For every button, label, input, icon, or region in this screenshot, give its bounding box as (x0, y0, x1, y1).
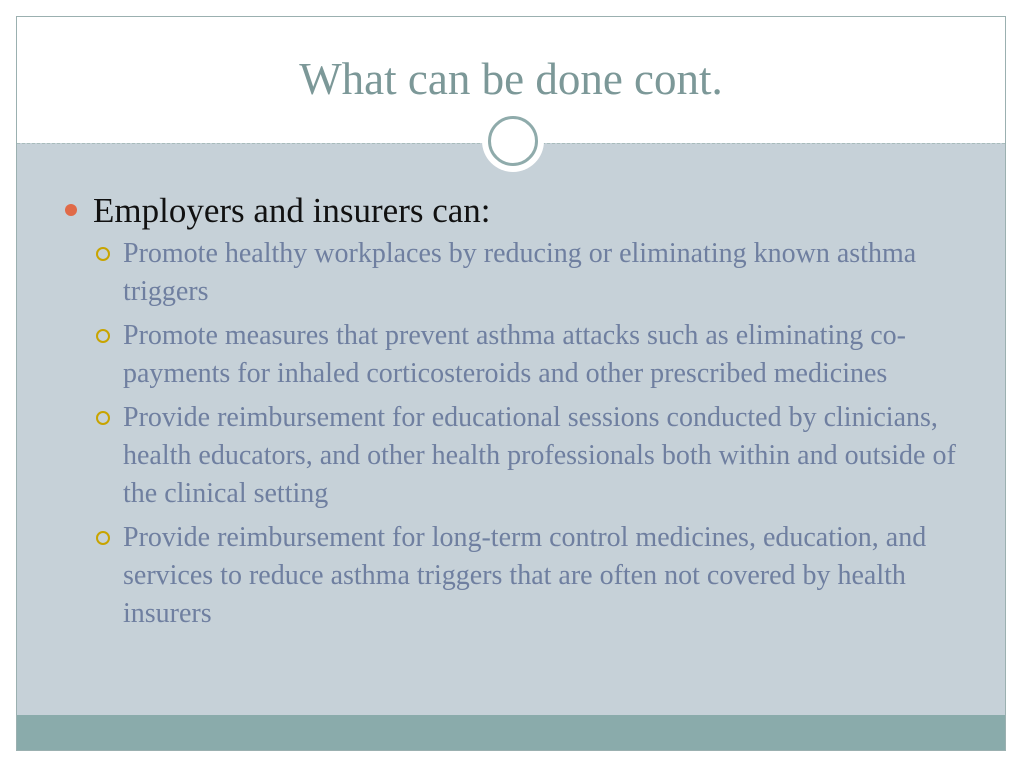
bullet-level2 (61, 235, 961, 311)
hollow-circle-icon (96, 411, 110, 425)
bullet-level2 (61, 317, 961, 393)
bullet-level2-text: Provide reimbursement for educational sessions conducted by clinicians, health educators, and other health professionals both within and outside of the clinical setting (123, 402, 956, 509)
hollow-circle-icon (96, 531, 110, 545)
bullet-level2 (61, 399, 961, 513)
footer-bar (17, 715, 1005, 750)
circle-ring-inner (488, 116, 538, 166)
bullet-level2 (61, 519, 961, 633)
bullet-level2-text: Promote healthy workplaces by reducing or eliminating known asthma triggers (123, 238, 917, 307)
bullet-level1-text: Employers and insurers can: (93, 191, 491, 230)
bullet-level1 (61, 189, 961, 233)
filled-dot-icon (65, 204, 77, 216)
hollow-circle-icon (96, 329, 110, 343)
slide-body (61, 189, 961, 639)
bullet-level2-text: Provide reimbursement for long-term control medicines, education, and services to reduce asthma triggers that are often not covered by health insurers (123, 522, 927, 629)
hollow-circle-icon (96, 247, 110, 261)
slide (16, 16, 1006, 751)
slide-title: What can be done cont. (299, 54, 723, 104)
circle-ring-icon (482, 110, 544, 172)
bullet-level2-text: Promote measures that prevent asthma attacks such as eliminating co-payments for inhaled corticosteroids and other prescribed medicines (123, 320, 906, 389)
